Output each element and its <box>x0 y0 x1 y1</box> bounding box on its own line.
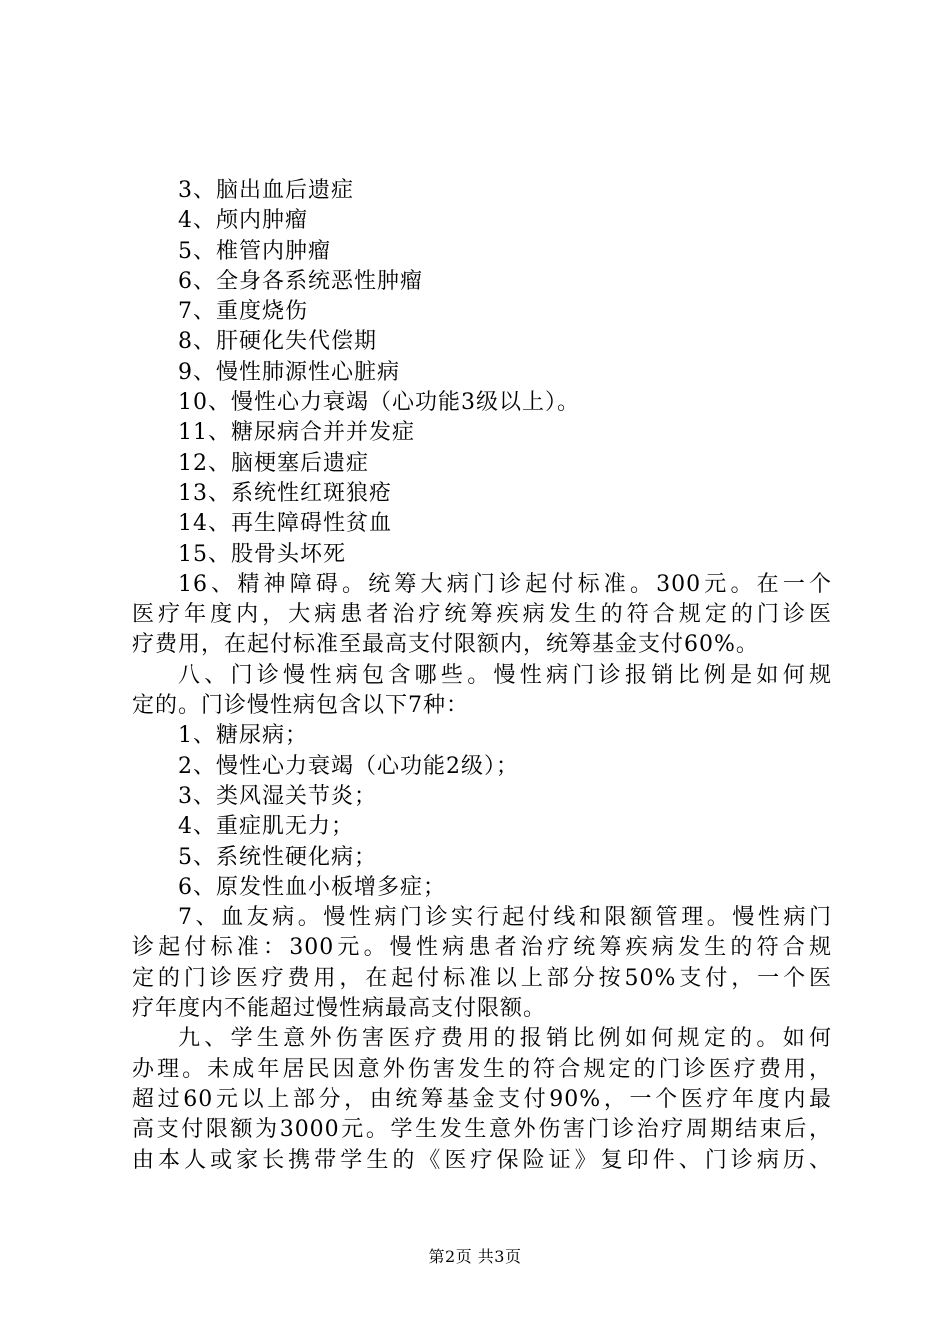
text-line: 八、门诊慢性病包含哪些。慢性病门诊报销比例是如何规 <box>178 662 832 688</box>
text-line: 12、脑梗塞后遗症 <box>178 450 369 476</box>
text-line: 办理。未成年居民因意外伤害发生的符合规定的门诊医疗费用， <box>132 1056 832 1082</box>
text-line: 2、慢性心力衰竭（心功能2级）； <box>178 753 519 779</box>
text-line: 由本人或家长携带学生的《医疗保险证》复印件、门诊病历、 <box>132 1147 832 1173</box>
text-line: 7、重度烧伤 <box>178 299 308 325</box>
text-line: 4、颅内肿瘤 <box>178 208 308 234</box>
text-line: 7、血友病。慢性病门诊实行起付线和限额管理。慢性病门 <box>178 905 832 931</box>
text-line: 1、糖尿病； <box>178 723 308 749</box>
text-line: 6、原发性血小板增多症； <box>178 874 446 900</box>
text-line: 16、精神障碍。统筹大病门诊起付标准。300元。在一个 <box>178 571 832 597</box>
text-line: 医疗年度内，大病患者治疗统筹疾病发生的符合规定的门诊医 <box>132 602 832 628</box>
text-line: 11、糖尿病合并并发症 <box>178 420 415 446</box>
text-line: 4、重症肌无力； <box>178 814 354 840</box>
text-line: 疗费用，在起付标准至最高支付限额内，统筹基金支付60%。 <box>132 632 759 658</box>
text-line: 九、学生意外伤害医疗费用的报销比例如何规定的。如何 <box>178 1026 832 1052</box>
text-line: 超过60元以上部分，由统筹基金支付90%，一个医疗年度内最 <box>132 1086 832 1112</box>
text-line: 定的门诊医疗费用，在起付标准以上部分按50%支付，一个医 <box>132 965 832 991</box>
text-line: 8、肝硬化失代偿期 <box>178 329 377 355</box>
text-line: 14、再生障碍性贫血 <box>178 511 392 537</box>
text-line: 9、慢性肺源性心脏病 <box>178 359 400 385</box>
text-line: 13、系统性红斑狼疮 <box>178 480 392 506</box>
text-line: 3、脑出血后遗症 <box>178 178 354 203</box>
text-line: 6、全身各系统恶性肿瘤 <box>178 268 423 294</box>
text-line: 15、股骨头坏死 <box>178 541 346 567</box>
text-line: 高支付限额为3000元。学生发生意外伤害门诊治疗周期结束后， <box>132 1117 832 1143</box>
text-line: 5、椎管内肿瘤 <box>178 238 331 264</box>
text-line: 3、类风湿关节炎； <box>178 783 377 809</box>
text-line: 诊起付标准：300元。慢性病患者治疗统筹疾病发生的符合规 <box>132 935 832 961</box>
text-line: 10、慢性心力衰竭（心功能3级以上）。 <box>178 390 580 416</box>
document-body <box>132 176 832 1176</box>
text-line: 5、系统性硬化病； <box>178 844 377 870</box>
text-line: 定的。门诊慢性病包含以下7种： <box>132 693 469 719</box>
page-footer: 第2页 共3页 <box>428 1247 522 1266</box>
text-line: 疗年度内不能超过慢性病最高支付限额。 <box>132 996 547 1022</box>
